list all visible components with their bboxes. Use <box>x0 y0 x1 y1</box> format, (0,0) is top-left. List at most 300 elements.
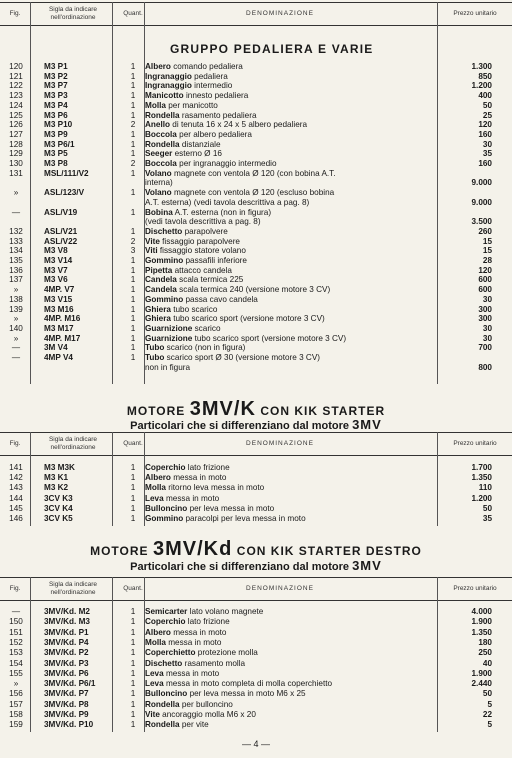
denomination-text: per vite <box>179 720 209 730</box>
denomination-cell <box>145 198 309 208</box>
denomination-cell <box>145 607 263 617</box>
qty-cell: 1 <box>130 71 136 81</box>
sigla-cell: 4MP V4 <box>44 353 73 362</box>
denomination-text: per bulloncino <box>179 699 233 709</box>
header-sigla: Sigla da indicare nell'ordinazione <box>48 436 98 451</box>
denomination-keyword: Leva <box>145 493 164 503</box>
denomination-text: A.T. esterna) (vedi tavola descrittiva a pag. 8) <box>145 197 310 207</box>
fig-cell: 142 <box>9 473 23 483</box>
denomination-text: scala termica 240 (versione motore 3 CV) <box>176 285 331 295</box>
denomination-keyword: Guarnizione <box>145 333 193 343</box>
table-row <box>0 648 512 658</box>
price-cell: 1.300 <box>471 62 492 71</box>
denomination-keyword: Tubo <box>145 343 165 353</box>
fig-cell: 127 <box>9 129 23 139</box>
denomination-keyword: Seeger <box>145 149 173 159</box>
qty-cell: 1 <box>130 648 136 658</box>
qty-cell: 1 <box>130 699 136 709</box>
denomination-text: per leva messa in moto M6 x 25 <box>187 689 306 699</box>
denomination-text: ritorno leva messa in moto <box>165 483 265 493</box>
denomination-cell <box>145 101 218 111</box>
denomination-text: A.T. esterna (non in figura) <box>172 207 272 217</box>
sigla-cell: 3CV K4 <box>44 503 73 513</box>
denomination-keyword: Bulloncino <box>145 503 188 513</box>
sigla-cell: M3 P4 <box>44 100 68 110</box>
fig-cell: 155 <box>9 668 23 678</box>
denomination-text: interna) <box>145 178 173 188</box>
qty-cell: 1 <box>130 473 136 483</box>
sigla-cell: 3MV/Kd. P4 <box>44 637 89 647</box>
denomination-keyword: Rondella <box>145 720 180 730</box>
price-cell: 3.500 <box>471 217 492 227</box>
sigla-cell: 3MV/Kd. P1 <box>44 627 89 637</box>
sigla-cell: 3MV/Kd. P9 <box>44 710 89 719</box>
price-cell: 5 <box>487 720 492 730</box>
sigla-cell: M3 K1 <box>44 473 69 483</box>
fig-cell: 139 <box>9 304 23 314</box>
sigla-cell: M3 V15 <box>44 294 73 304</box>
denomination-keyword: Volano <box>145 168 172 178</box>
denomination-cell <box>145 120 307 130</box>
sigla-cell: M3 M17 <box>44 323 74 333</box>
price-cell: 50 <box>482 100 492 110</box>
fig-cell: » <box>13 285 19 295</box>
qty-cell: 1 <box>130 275 136 285</box>
price-cell: 1.350 <box>471 473 492 483</box>
price-cell: 9.000 <box>471 197 492 207</box>
sigla-cell: 3CV K3 <box>44 493 73 503</box>
fig-cell: 124 <box>9 100 23 110</box>
denomination-text: tubo scarico sport (versione motore 3 CV) <box>170 314 325 324</box>
table-row <box>0 305 512 315</box>
price-cell: 35 <box>482 514 492 523</box>
fig-cell: 140 <box>9 323 23 333</box>
qty-cell: 1 <box>130 463 136 472</box>
denomination-keyword: Guarnizione <box>145 323 193 333</box>
denomination-text: parapolvere <box>182 226 228 236</box>
qty-cell: 1 <box>130 265 136 275</box>
fig-cell: 135 <box>9 256 23 265</box>
price-cell: 35 <box>482 149 492 159</box>
denomination-text: magnete con ventola Ø 120 (con bobina A.T. <box>171 168 336 178</box>
price-cell: 160 <box>478 129 492 139</box>
denomination-text: protezione molla <box>195 648 258 658</box>
qty-cell: 3 <box>130 246 136 256</box>
table-row <box>0 504 512 514</box>
denomination-text: lato frizione <box>185 463 230 472</box>
denomination-cell <box>145 256 247 266</box>
fig-cell: 130 <box>9 159 23 168</box>
denomination-text: pedaliera <box>191 71 228 81</box>
denomination-cell <box>145 91 248 101</box>
table-row <box>0 72 512 82</box>
price-cell: 30 <box>482 323 492 333</box>
denomination-cell <box>145 314 325 324</box>
header-qty: Quant. <box>123 440 143 447</box>
fig-cell: 151 <box>9 627 23 637</box>
denomination-keyword: Albero <box>145 62 171 71</box>
sigla-cell: M3 P2 <box>44 71 68 81</box>
denomination-keyword: Gommino <box>145 514 184 523</box>
qty-cell: 1 <box>130 627 136 637</box>
sigla-cell: M3 P1 <box>44 62 68 71</box>
sigla-cell: M3 M3K <box>44 463 75 472</box>
sigla-cell: 3MV/Kd. P7 <box>44 689 89 699</box>
fig-cell: 156 <box>9 689 23 699</box>
qty-cell: 2 <box>130 159 136 168</box>
denomination-keyword: Ghiera <box>145 314 171 324</box>
price-cell: 9.000 <box>471 178 492 188</box>
denomination-cell <box>145 130 252 140</box>
fig-cell: 146 <box>9 514 23 523</box>
price-cell: 25 <box>482 110 492 120</box>
fig-cell: — <box>11 607 21 616</box>
section-subtitle-3mvkd: Particolari che si differenziano dal motore 3MV <box>130 558 382 573</box>
fig-cell: 138 <box>9 294 23 304</box>
qty-cell: 1 <box>130 285 136 295</box>
qty-cell: 1 <box>130 62 136 71</box>
price-cell: 120 <box>478 265 492 275</box>
denomination-keyword: Vite <box>145 236 160 246</box>
denomination-keyword: Ingranaggio <box>145 81 192 91</box>
sigla-cell: 4MP. M17 <box>44 333 81 343</box>
denomination-keyword: Rondella <box>145 139 180 149</box>
header-price: Prezzo unitario <box>453 440 497 447</box>
section-subtitle-3mvk: Particolari che si differenziano dal motore 3MV <box>130 417 382 432</box>
table-row <box>0 463 512 473</box>
price-cell: 600 <box>478 285 492 295</box>
denomination-text: messa in moto <box>165 637 222 647</box>
sigla-cell: 3MV/Kd. M3 <box>44 617 90 627</box>
table-row <box>0 159 512 169</box>
fig-cell: 131 <box>9 168 23 178</box>
sigla-cell: M3 K2 <box>44 483 69 493</box>
denomination-cell <box>145 689 306 699</box>
fig-cell: 126 <box>9 120 23 130</box>
table-row <box>0 275 512 285</box>
denomination-text: esterno Ø 16 <box>172 149 222 159</box>
fig-cell: 137 <box>9 275 23 285</box>
denomination-text: scarico (non in figura) <box>164 343 246 353</box>
denomination-text: non in figura <box>145 362 191 372</box>
denomination-text: rasamento molla <box>182 658 246 668</box>
price-cell: 50 <box>482 503 492 513</box>
price-cell: 110 <box>478 483 492 493</box>
denomination-text: passafili inferiore <box>183 256 247 265</box>
table-header-2 <box>0 432 512 456</box>
qty-cell: 1 <box>130 139 136 149</box>
qty-cell: 1 <box>130 149 136 159</box>
table-row <box>0 669 512 679</box>
fig-cell: » <box>13 314 19 324</box>
denomination-text: intermedio <box>191 81 233 91</box>
denomination-cell <box>145 463 230 473</box>
qty-cell: 1 <box>130 617 136 627</box>
table-row <box>0 237 512 247</box>
denomination-cell <box>145 669 219 679</box>
price-cell: 1.200 <box>471 81 492 91</box>
denomination-cell <box>145 237 240 247</box>
fig-cell: 132 <box>9 226 23 236</box>
qty-cell: 1 <box>130 314 136 324</box>
sigla-cell: M3 P9 <box>44 129 68 139</box>
denomination-cell <box>145 178 173 188</box>
qty-cell: 1 <box>130 129 136 139</box>
denomination-text: messa in moto completa di molla coperchietto <box>163 679 333 689</box>
page-number: — 4 — <box>241 739 270 749</box>
fig-cell: » <box>13 333 19 343</box>
table-row <box>0 208 512 218</box>
table-row <box>0 256 512 266</box>
table-row <box>0 700 512 710</box>
sigla-cell: M3 V6 <box>44 275 68 285</box>
denomination-keyword: Manicotto <box>145 91 184 101</box>
fig-cell: 141 <box>9 463 23 472</box>
header-price: Prezzo unitario <box>453 10 497 17</box>
denomination-cell <box>145 617 230 627</box>
sigla-cell: M3 P5 <box>44 149 68 159</box>
qty-cell: 1 <box>130 333 136 343</box>
denomination-cell <box>145 334 346 344</box>
denomination-text: scarico sport Ø 30 (versione motore 3 CV) <box>164 353 321 362</box>
denomination-cell <box>145 285 330 295</box>
fig-cell: 157 <box>9 699 23 709</box>
price-cell: 1.350 <box>471 627 492 637</box>
sigla-cell: MSL/111/V2 <box>44 168 89 178</box>
sigla-cell: 3CV K5 <box>44 514 73 523</box>
header-qty: Quant. <box>123 585 143 592</box>
fig-cell: 159 <box>9 720 23 730</box>
denomination-cell <box>145 305 217 315</box>
denomination-keyword: Coperchio <box>145 463 186 472</box>
table-row <box>0 140 512 150</box>
table-row <box>0 246 512 256</box>
denomination-keyword: Candela <box>145 285 177 295</box>
price-cell: 15 <box>482 246 492 256</box>
denomination-cell <box>145 504 274 514</box>
denomination-keyword: Boccola <box>145 129 177 139</box>
denomination-cell <box>145 217 261 227</box>
table-row <box>0 314 512 324</box>
price-cell: 1.700 <box>471 463 492 472</box>
qty-cell: 1 <box>130 668 136 678</box>
price-cell: 30 <box>482 333 492 343</box>
table-row <box>0 91 512 101</box>
denomination-keyword: Bulloncino <box>145 689 188 699</box>
table-row <box>0 188 512 198</box>
fig-cell: 150 <box>9 617 23 627</box>
price-cell: 160 <box>478 159 492 168</box>
price-cell: 180 <box>478 637 492 647</box>
denomination-text: per manicotto <box>165 100 218 110</box>
sigla-cell: M3 P6 <box>44 110 68 120</box>
sigla-cell: ASL/V22 <box>44 236 78 246</box>
denomination-keyword: Ingranaggio <box>145 71 192 81</box>
price-cell: 300 <box>478 314 492 324</box>
table-row <box>0 285 512 295</box>
table-row <box>0 130 512 140</box>
denomination-keyword: Molla <box>145 637 166 647</box>
sigla-cell: M3 P3 <box>44 91 68 101</box>
denomination-cell <box>145 514 306 524</box>
fig-cell: 136 <box>9 265 23 275</box>
qty-cell: 1 <box>130 483 136 493</box>
fig-cell: 125 <box>9 110 23 120</box>
header-sigla: Sigla da indicare nell'ordinazione <box>48 6 98 21</box>
denomination-cell <box>145 169 336 179</box>
qty-cell: 1 <box>130 607 136 616</box>
denomination-keyword: Molla <box>145 483 166 493</box>
denomination-text: per albero pedaliera <box>176 129 252 139</box>
denomination-keyword: Viti <box>145 246 158 256</box>
denomination-keyword: Semicarter <box>145 607 188 616</box>
fig-cell: 152 <box>9 637 23 647</box>
sigla-cell: 4MP. V7 <box>44 285 75 295</box>
denomination-keyword: Dischetto <box>145 658 183 668</box>
denomination-cell <box>145 266 232 276</box>
price-cell: 1.900 <box>471 668 492 678</box>
denomination-text: scarico <box>192 323 221 333</box>
price-cell: 40 <box>482 658 492 668</box>
sigla-cell: ASL/V21 <box>44 226 78 236</box>
header-fig: Fig. <box>9 440 21 447</box>
denomination-text: ancoraggio molla M6 x 20 <box>159 710 256 719</box>
qty-cell: 1 <box>130 168 136 178</box>
section-title-3mvk: MOTORE 3MV/K CON KIK STARTER <box>126 398 386 420</box>
sigla-cell: 3MV/Kd. M2 <box>44 607 90 616</box>
denomination-text: fissaggio parapolvere <box>159 236 240 246</box>
qty-cell: 1 <box>130 207 136 217</box>
denomination-cell <box>145 628 226 638</box>
sigla-cell: M3 P7 <box>44 81 68 91</box>
denomination-cell <box>145 659 245 669</box>
sigla-cell: 4MP. M16 <box>44 314 81 324</box>
qty-cell: 1 <box>130 679 136 689</box>
denomination-text: paracolpi per leva messa in moto <box>183 514 306 523</box>
denomination-cell <box>145 343 245 353</box>
price-cell: 120 <box>478 120 492 130</box>
qty-cell: 1 <box>130 188 136 198</box>
header-den: DENOMINAZIONE <box>246 440 314 447</box>
table-row <box>0 101 512 111</box>
qty-cell: 1 <box>130 100 136 110</box>
fig-cell: 128 <box>9 139 23 149</box>
denomination-cell <box>145 208 271 218</box>
sigla-cell: 3MV/Kd. P10 <box>44 720 94 730</box>
price-cell: 400 <box>478 91 492 101</box>
table-row <box>0 324 512 334</box>
header-sigla: Sigla da indicare nell'ordinazione <box>48 581 98 596</box>
price-cell: 50 <box>482 689 492 699</box>
denomination-cell <box>145 363 190 373</box>
fig-cell: — <box>11 353 21 362</box>
denomination-keyword: Gommino <box>145 294 184 304</box>
fig-cell: 123 <box>9 91 23 101</box>
denomination-keyword: Boccola <box>145 159 177 168</box>
denomination-text: attacco candela <box>172 265 232 275</box>
fig-cell: 145 <box>9 503 23 513</box>
denomination-cell <box>145 483 264 493</box>
sigla-cell: 3MV/Kd. P8 <box>44 699 89 709</box>
qty-cell: 1 <box>130 91 136 101</box>
qty-cell: 1 <box>130 110 136 120</box>
denomination-cell <box>145 473 226 483</box>
table-row <box>0 473 512 483</box>
table-row <box>0 689 512 699</box>
denomination-keyword: Rondella <box>145 110 180 120</box>
denomination-cell <box>145 188 334 198</box>
qty-cell: 1 <box>130 658 136 668</box>
sigla-cell: ASL/V19 <box>44 207 78 217</box>
denomination-keyword: Rondella <box>145 699 180 709</box>
sigla-cell: M3 V8 <box>44 246 68 256</box>
table-row <box>0 494 512 504</box>
header-fig: Fig. <box>9 585 21 592</box>
price-cell: 2.440 <box>471 679 492 689</box>
qty-cell: 1 <box>130 226 136 236</box>
denomination-cell <box>145 72 228 82</box>
denomination-text: scala termica 225 <box>176 275 244 285</box>
denomination-cell <box>145 140 221 150</box>
denomination-text: per leva messa in moto <box>187 503 275 513</box>
fig-cell: » <box>13 188 19 198</box>
price-cell: 4.000 <box>471 607 492 616</box>
qty-cell: 2 <box>130 236 136 246</box>
qty-cell: 1 <box>130 256 136 265</box>
denomination-text: rasamento pedaliera <box>179 110 257 120</box>
table-row <box>0 227 512 237</box>
qty-cell: 2 <box>130 120 136 130</box>
price-cell: 260 <box>478 226 492 236</box>
denomination-text: fissaggio statore volano <box>157 246 246 256</box>
header-den: DENOMINAZIONE <box>246 10 314 17</box>
header-qty: Quant. <box>123 10 143 17</box>
denomination-cell <box>145 246 246 256</box>
table-row <box>0 659 512 669</box>
price-cell: 28 <box>482 256 492 265</box>
denomination-cell <box>145 353 320 363</box>
price-cell: 15 <box>482 236 492 246</box>
fig-cell: 122 <box>9 81 23 91</box>
price-cell: 1.900 <box>471 617 492 627</box>
table-row <box>0 334 512 344</box>
denomination-cell <box>145 81 232 91</box>
table-row <box>0 81 512 91</box>
table-row <box>0 178 512 188</box>
denomination-keyword: Coperchio <box>145 617 186 627</box>
section-title-pedaliera: GRUPPO PEDALIERA E VARIE <box>170 42 374 56</box>
qty-cell: 1 <box>130 353 136 362</box>
price-cell: 850 <box>478 71 492 81</box>
sigla-cell: 3MV/Kd. P2 <box>44 648 89 658</box>
qty-cell: 1 <box>130 323 136 333</box>
qty-cell: 1 <box>130 689 136 699</box>
price-cell: 250 <box>478 648 492 658</box>
table-row <box>0 483 512 493</box>
fig-cell: — <box>11 207 21 217</box>
denomination-text: comando pedaliera <box>170 62 243 71</box>
denomination-keyword: Albero <box>145 627 171 637</box>
fig-cell: » <box>13 679 19 689</box>
denomination-keyword: Coperchietto <box>145 648 196 658</box>
sigla-cell: M3 V14 <box>44 256 73 265</box>
table-row <box>0 514 512 524</box>
qty-cell: 1 <box>130 493 136 503</box>
denomination-keyword: Pipetta <box>145 265 173 275</box>
denomination-keyword: Vite <box>145 710 160 719</box>
sigla-cell: M3 P6/1 <box>44 139 75 149</box>
table-row <box>0 353 512 363</box>
